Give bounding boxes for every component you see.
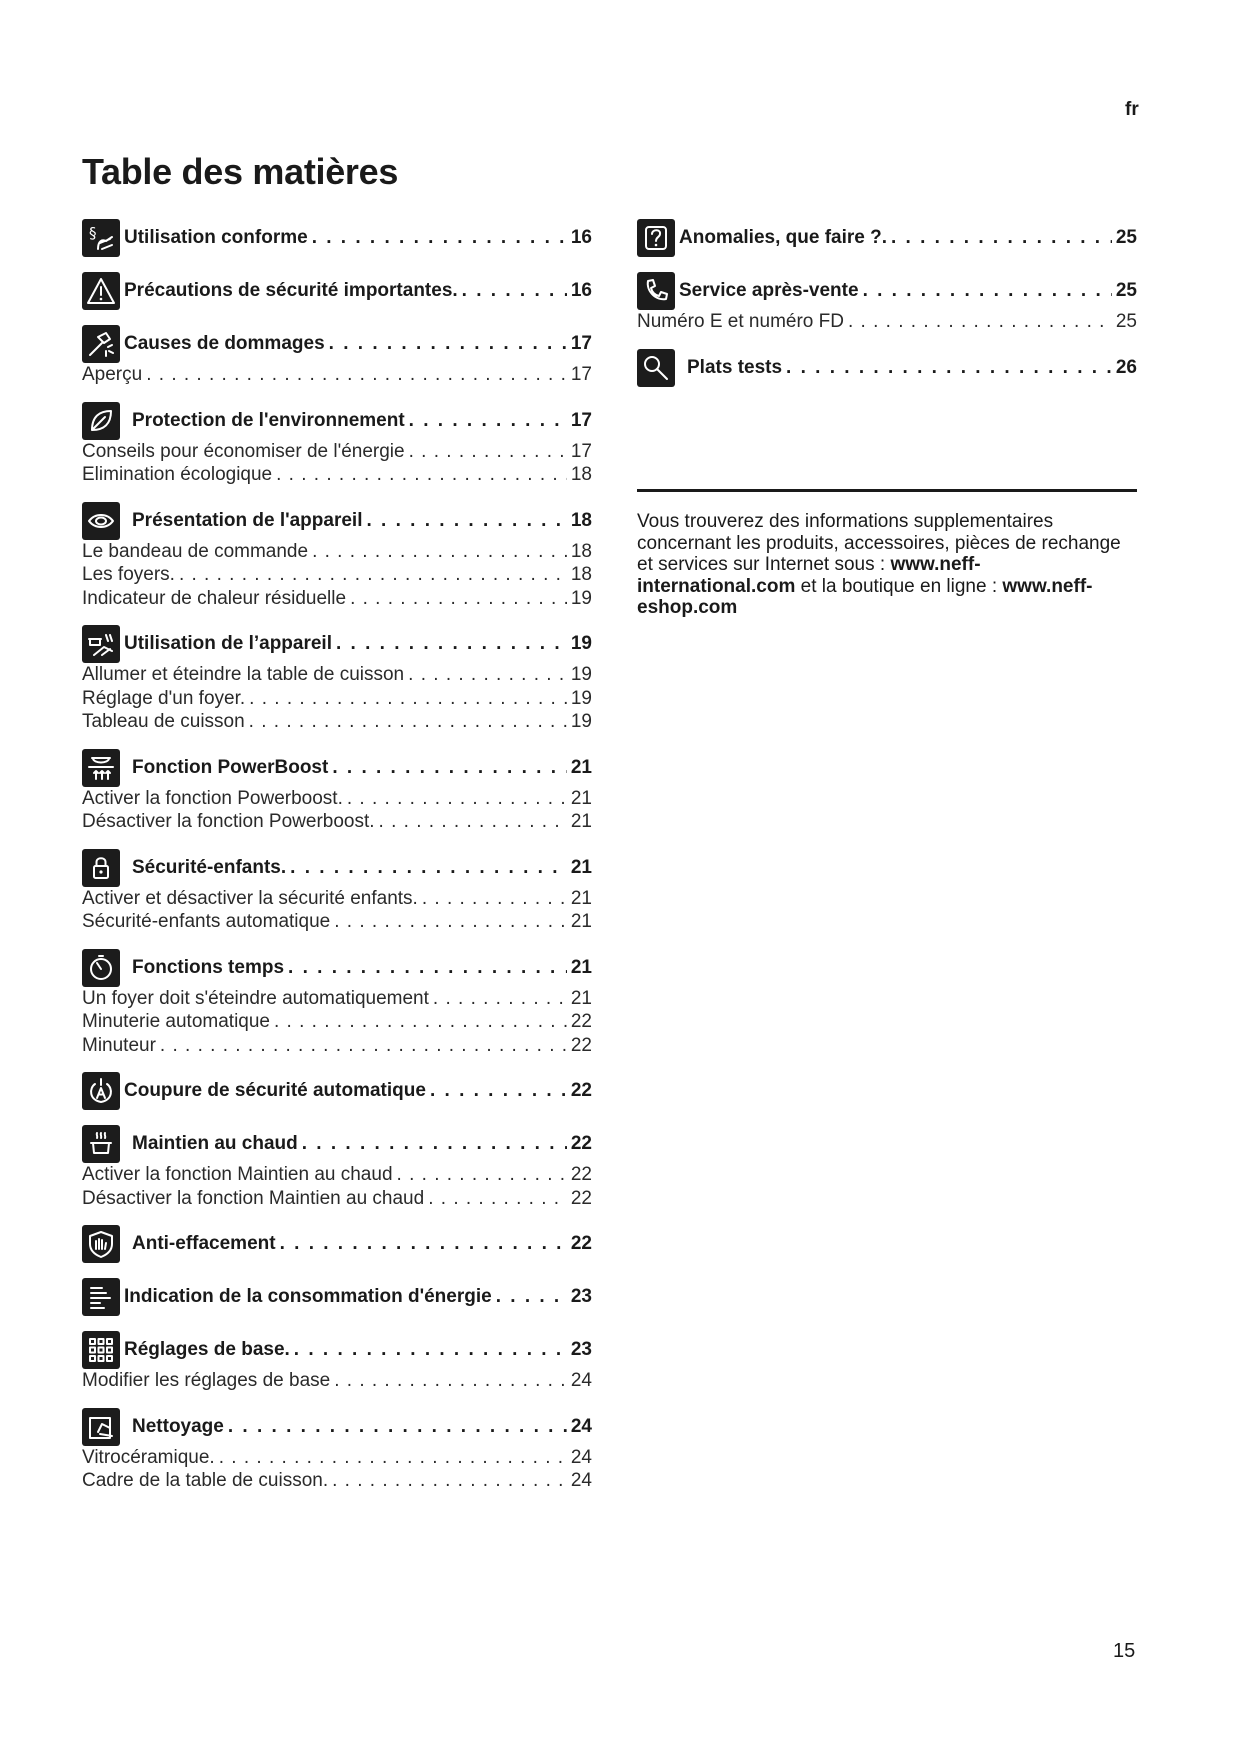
- leader-dots: [409, 440, 567, 464]
- leader-dots: [288, 957, 567, 979]
- toc-subentry-title: Réglage d'un foyer.: [82, 687, 246, 709]
- leader-dots: [249, 687, 567, 711]
- leader-dots: [332, 757, 567, 779]
- leader-dots: [312, 540, 567, 564]
- toc-section: [82, 272, 592, 310]
- leader-dots: [334, 1369, 567, 1393]
- leader-dots: [228, 1416, 567, 1438]
- hammer-damage-icon: [82, 325, 120, 363]
- toc-section: [82, 625, 592, 734]
- leader-dots: [379, 810, 567, 834]
- toc-entry-utilisation-de-l-appareil[interactable]: [82, 625, 592, 663]
- magnifier-icon: [637, 349, 675, 387]
- toc-entry-title: Réglages de base.: [124, 1339, 290, 1360]
- toc-entry-page: 22: [570, 1133, 592, 1154]
- leader-dots: [863, 280, 1112, 302]
- toc-subentry[interactable]: [82, 563, 592, 587]
- toc-entry-presentation-de-l-appareil[interactable]: [82, 502, 592, 540]
- toc-entry-coupure-de-securite-automatique[interactable]: [82, 1072, 592, 1110]
- toc-subentry[interactable]: [82, 363, 592, 387]
- toc-subentry[interactable]: [82, 587, 592, 611]
- toc-section: [82, 849, 592, 934]
- toc-subentry-page: 18: [570, 540, 592, 562]
- paragraph-hand-icon: [82, 219, 120, 257]
- leader-dots: [336, 633, 567, 655]
- leader-dots: [366, 510, 566, 532]
- toc-entry-protection-de-l-environnement[interactable]: [82, 402, 592, 440]
- leader-dots: [848, 310, 1112, 334]
- toc-subentry-page: 22: [570, 1011, 592, 1032]
- toc-entry-page: 17: [570, 409, 592, 431]
- powerboost-icon: [82, 749, 120, 787]
- toc-subentry-title: Activer la fonction Powerboost.: [82, 787, 343, 809]
- toc-entry-maintien-au-chaud[interactable]: [82, 1125, 592, 1163]
- keep-warm-icon: [82, 1125, 120, 1163]
- toc-subentry-page: 19: [570, 664, 592, 685]
- toc-section: [82, 402, 592, 487]
- toc-entry-page: 22: [570, 1080, 592, 1101]
- toc-entry-title: Coupure de sécurité automatique: [124, 1080, 426, 1101]
- toc-subentry-page: 21: [570, 787, 592, 809]
- toc-subentry[interactable]: [82, 887, 592, 911]
- toc-subentry[interactable]: [82, 910, 592, 934]
- toc-entry-title: Maintien au chaud: [132, 1133, 298, 1154]
- toc-entry-title: Présentation de l'appareil: [132, 509, 363, 531]
- toc-entry-title: Précautions de sécurité importantes.: [124, 280, 458, 301]
- toc-entry-reglages-de-base[interactable]: [82, 1331, 592, 1369]
- toc-subentry[interactable]: [82, 1034, 592, 1058]
- toc-subentry[interactable]: [637, 310, 1137, 334]
- toc-subentry-page: 19: [570, 711, 592, 732]
- neff-eshop-link[interactable]: www.neff-eshop.com: [637, 575, 1093, 618]
- toc-entry-page: 21: [570, 756, 592, 778]
- toc-entry-indication-de-la-consommation-d-energie[interactable]: [82, 1278, 592, 1316]
- lock-icon: [82, 849, 120, 887]
- language-code: fr: [1125, 99, 1139, 120]
- toc-subentry-title: Allumer et éteindre la table de cuisson: [82, 664, 405, 685]
- note-text-2: et la boutique en ligne :: [795, 575, 1003, 597]
- toc-entry-page: 16: [570, 280, 592, 301]
- leader-dots: [462, 280, 567, 302]
- toc-subentry[interactable]: [82, 787, 592, 811]
- toc-subentry[interactable]: [82, 1469, 592, 1493]
- toc-subentry[interactable]: [82, 810, 592, 834]
- page-title: Table des matières: [82, 151, 399, 192]
- toc-subentry-title: Un foyer doit s'éteindre automatiquement: [82, 987, 429, 1009]
- leader-dots: [332, 1469, 567, 1493]
- toc-entry-title: Utilisation de l’appareil: [124, 633, 332, 654]
- toc-subentry-page: 22: [570, 1164, 592, 1185]
- note-text-1: Vous trouverez des informations supplementaires concernant les produits, accessoires, pièces de rechange et services sur Internet sous :: [637, 511, 1121, 575]
- leader-dots: [397, 1163, 567, 1187]
- energy-bars-icon: [82, 1278, 120, 1316]
- toc-entry-page: 22: [570, 1233, 592, 1254]
- leader-dots: [276, 463, 567, 487]
- toc-entry-page: 26: [1115, 356, 1137, 378]
- toc-subentry[interactable]: [82, 1369, 592, 1393]
- toc-entry-anomalies-que-faire[interactable]: [637, 219, 1137, 257]
- divider-rule: [637, 489, 1137, 492]
- toc-entry-plats-tests[interactable]: [637, 349, 1137, 387]
- leader-dots: [350, 587, 567, 611]
- eye-icon: [82, 502, 120, 540]
- toc-entry-title: Protection de l'environnement: [132, 409, 405, 431]
- toc-subentry[interactable]: [82, 687, 592, 711]
- page-number: 15: [1113, 1640, 1136, 1662]
- toc-subentry-title: Aperçu: [82, 364, 143, 385]
- toc-entry-utilisation-conforme[interactable]: [82, 219, 592, 257]
- leader-dots: [422, 887, 567, 911]
- leader-dots: [408, 663, 567, 687]
- question-icon: [637, 219, 675, 257]
- leader-dots: [786, 357, 1112, 379]
- toc-entry-title: Nettoyage: [132, 1415, 224, 1437]
- toc-entry-title: Anti-effacement: [132, 1233, 276, 1254]
- toc-subentry-title: Minuteur: [82, 1034, 156, 1056]
- toc-subentry-title: Le bandeau de commande: [82, 540, 309, 562]
- toc-subentry[interactable]: [82, 463, 592, 487]
- toc-subentry-page: 19: [570, 687, 592, 709]
- hand-pot-icon: [82, 625, 120, 663]
- toc-subentry-page: 22: [570, 1034, 592, 1056]
- toc-entry-securite-enfants[interactable]: [82, 849, 592, 887]
- toc-entry-title: Indication de la consommation d'énergie: [124, 1286, 492, 1307]
- toc-subentry-title: Activer la fonction Maintien au chaud: [82, 1164, 393, 1185]
- toc-entry-nettoyage[interactable]: [82, 1408, 592, 1446]
- toc-section: [82, 1331, 592, 1393]
- info-note: [637, 511, 1137, 619]
- toc-subentry-title: Numéro E et numéro FD: [637, 311, 844, 332]
- toc-entry-precautions-de-securite-importantes[interactable]: [82, 272, 592, 310]
- toc-entry-page: 21: [570, 856, 592, 878]
- leaf-icon: [82, 402, 120, 440]
- leader-dots: [179, 563, 567, 587]
- leader-dots: [249, 710, 567, 734]
- toc-entry-causes-de-dommages[interactable]: [82, 325, 592, 363]
- toc-subentry-title: Désactiver la fonction Powerboost.: [82, 811, 375, 832]
- toc-entry-title: Anomalies, que faire ?.: [679, 227, 887, 248]
- leader-dots: [302, 1133, 567, 1155]
- toc-section: [82, 325, 592, 387]
- toc-section: [637, 219, 1137, 257]
- toc-subentry-title: Vitrocéramique.: [82, 1446, 215, 1468]
- toc-subentry[interactable]: [82, 1010, 592, 1034]
- toc-section: [82, 1408, 592, 1493]
- leader-dots: [312, 227, 567, 249]
- timer-icon: [82, 949, 120, 987]
- toc-subentry-title: Conseils pour économiser de l'énergie: [82, 440, 405, 462]
- toc-entry-title: Causes de dommages: [124, 333, 325, 354]
- toc-subentry-page: 22: [570, 1187, 592, 1209]
- cleaning-icon: [82, 1408, 120, 1446]
- toc-subentry-title: Activer et désactiver la sécurité enfants.: [82, 887, 418, 909]
- toc-left-column: [82, 219, 592, 1508]
- wipe-protection-icon: [82, 1225, 120, 1263]
- warning-triangle-icon: [82, 272, 120, 310]
- leader-dots: [274, 1010, 567, 1034]
- toc-subentry-title: Elimination écologique: [82, 464, 273, 485]
- toc-subentry[interactable]: [82, 1187, 592, 1211]
- toc-subentry-page: 21: [570, 911, 592, 932]
- toc-subentry-page: 18: [570, 564, 592, 585]
- toc-subentry-title: Indicateur de chaleur résiduelle: [82, 587, 347, 609]
- leader-dots: [219, 1446, 567, 1470]
- toc-entry-title: Service après-vente: [679, 280, 859, 301]
- toc-entry-page: 16: [570, 227, 592, 248]
- toc-entry-page: 24: [570, 1415, 592, 1437]
- toc-subentry-page: 17: [570, 364, 592, 385]
- toc-entry-fonctions-temps[interactable]: [82, 949, 592, 987]
- toc-subentry-page: 21: [570, 987, 592, 1009]
- leader-dots: [430, 1080, 567, 1102]
- toc-entry-title: Fonction PowerBoost: [132, 756, 329, 778]
- toc-entry-page: 25: [1115, 280, 1137, 301]
- toc-entry-page: 23: [570, 1286, 592, 1307]
- toc-section: [82, 1072, 592, 1110]
- toc-subentry[interactable]: [82, 710, 592, 734]
- leader-dots: [290, 857, 567, 879]
- toc-entry-title: Utilisation conforme: [124, 227, 308, 248]
- toc-subentry-page: 19: [570, 587, 592, 609]
- leader-dots: [280, 1233, 567, 1255]
- toc-subentry-page: 21: [570, 887, 592, 909]
- toc-entry-title: Sécurité-enfants.: [132, 856, 287, 878]
- toc-entry-title: Fonctions temps: [132, 956, 285, 978]
- toc-section: [82, 502, 592, 611]
- toc-subentry-title: Modifier les réglages de base: [82, 1370, 331, 1391]
- toc-entry-anti-effacement[interactable]: [82, 1225, 592, 1263]
- leader-dots: [433, 987, 567, 1011]
- toc-subentry-title: Désactiver la fonction Maintien au chaud: [82, 1187, 425, 1209]
- neff-international-link[interactable]: www.neff-international.com: [637, 554, 981, 597]
- toc-subentry-title: Sécurité-enfants automatique: [82, 911, 331, 932]
- toc-entry-page: 21: [570, 956, 592, 978]
- leader-dots: [160, 1034, 567, 1058]
- toc-subentry[interactable]: [82, 663, 592, 687]
- toc-subentry[interactable]: [82, 987, 592, 1011]
- toc-entry-page: 23: [570, 1339, 592, 1360]
- toc-entry-service-apres-vente[interactable]: [637, 272, 1137, 310]
- toc-subentry-title: Les foyers.: [82, 564, 175, 585]
- leader-dots: [347, 787, 567, 811]
- toc-section: [82, 749, 592, 834]
- toc-section: [82, 1225, 592, 1263]
- leader-dots: [294, 1339, 567, 1361]
- toc-subentry[interactable]: [82, 1163, 592, 1187]
- toc-subentry-page: 21: [570, 811, 592, 832]
- leader-dots: [409, 410, 567, 432]
- toc-subentry-page: 17: [570, 440, 592, 462]
- toc-entry-page: 25: [1115, 227, 1137, 248]
- toc-subentry-page: 24: [570, 1470, 592, 1491]
- toc-section: [637, 272, 1137, 334]
- leader-dots: [496, 1286, 567, 1308]
- toc-subentry-page: 25: [1115, 311, 1137, 332]
- toc-subentry[interactable]: [82, 540, 592, 564]
- toc-entry-title: Plats tests: [687, 356, 783, 378]
- toc-subentry-page: 24: [570, 1446, 592, 1468]
- leader-dots: [329, 333, 567, 355]
- leader-dots: [428, 1187, 567, 1211]
- toc-subentry[interactable]: [82, 440, 592, 464]
- toc-right-column: [637, 219, 1137, 402]
- toc-section: [82, 949, 592, 1058]
- auto-shutoff-icon: [82, 1072, 120, 1110]
- toc-subentry-page: 18: [570, 464, 592, 485]
- toc-subentry-title: Cadre de la table de cuisson.: [82, 1470, 329, 1491]
- toc-section: [82, 1125, 592, 1210]
- toc-section: [637, 349, 1137, 387]
- leader-dots: [146, 363, 567, 387]
- toc-entry-page: 18: [570, 509, 592, 531]
- phone-icon: [637, 272, 675, 310]
- grid-settings-icon: [82, 1331, 120, 1369]
- leader-dots: [891, 227, 1112, 249]
- toc-subentry-title: Minuterie automatique: [82, 1011, 270, 1032]
- toc-subentry-page: 24: [570, 1370, 592, 1391]
- leader-dots: [334, 910, 567, 934]
- toc-section: [82, 219, 592, 257]
- toc-entry-page: 19: [570, 633, 592, 654]
- toc-subentry-title: Tableau de cuisson: [82, 711, 245, 732]
- toc-section: [82, 1278, 592, 1316]
- toc-subentry[interactable]: [82, 1446, 592, 1470]
- svg-text:§: §: [89, 224, 97, 242]
- toc-entry-fonction-powerboost[interactable]: [82, 749, 592, 787]
- toc-entry-page: 17: [570, 333, 592, 354]
